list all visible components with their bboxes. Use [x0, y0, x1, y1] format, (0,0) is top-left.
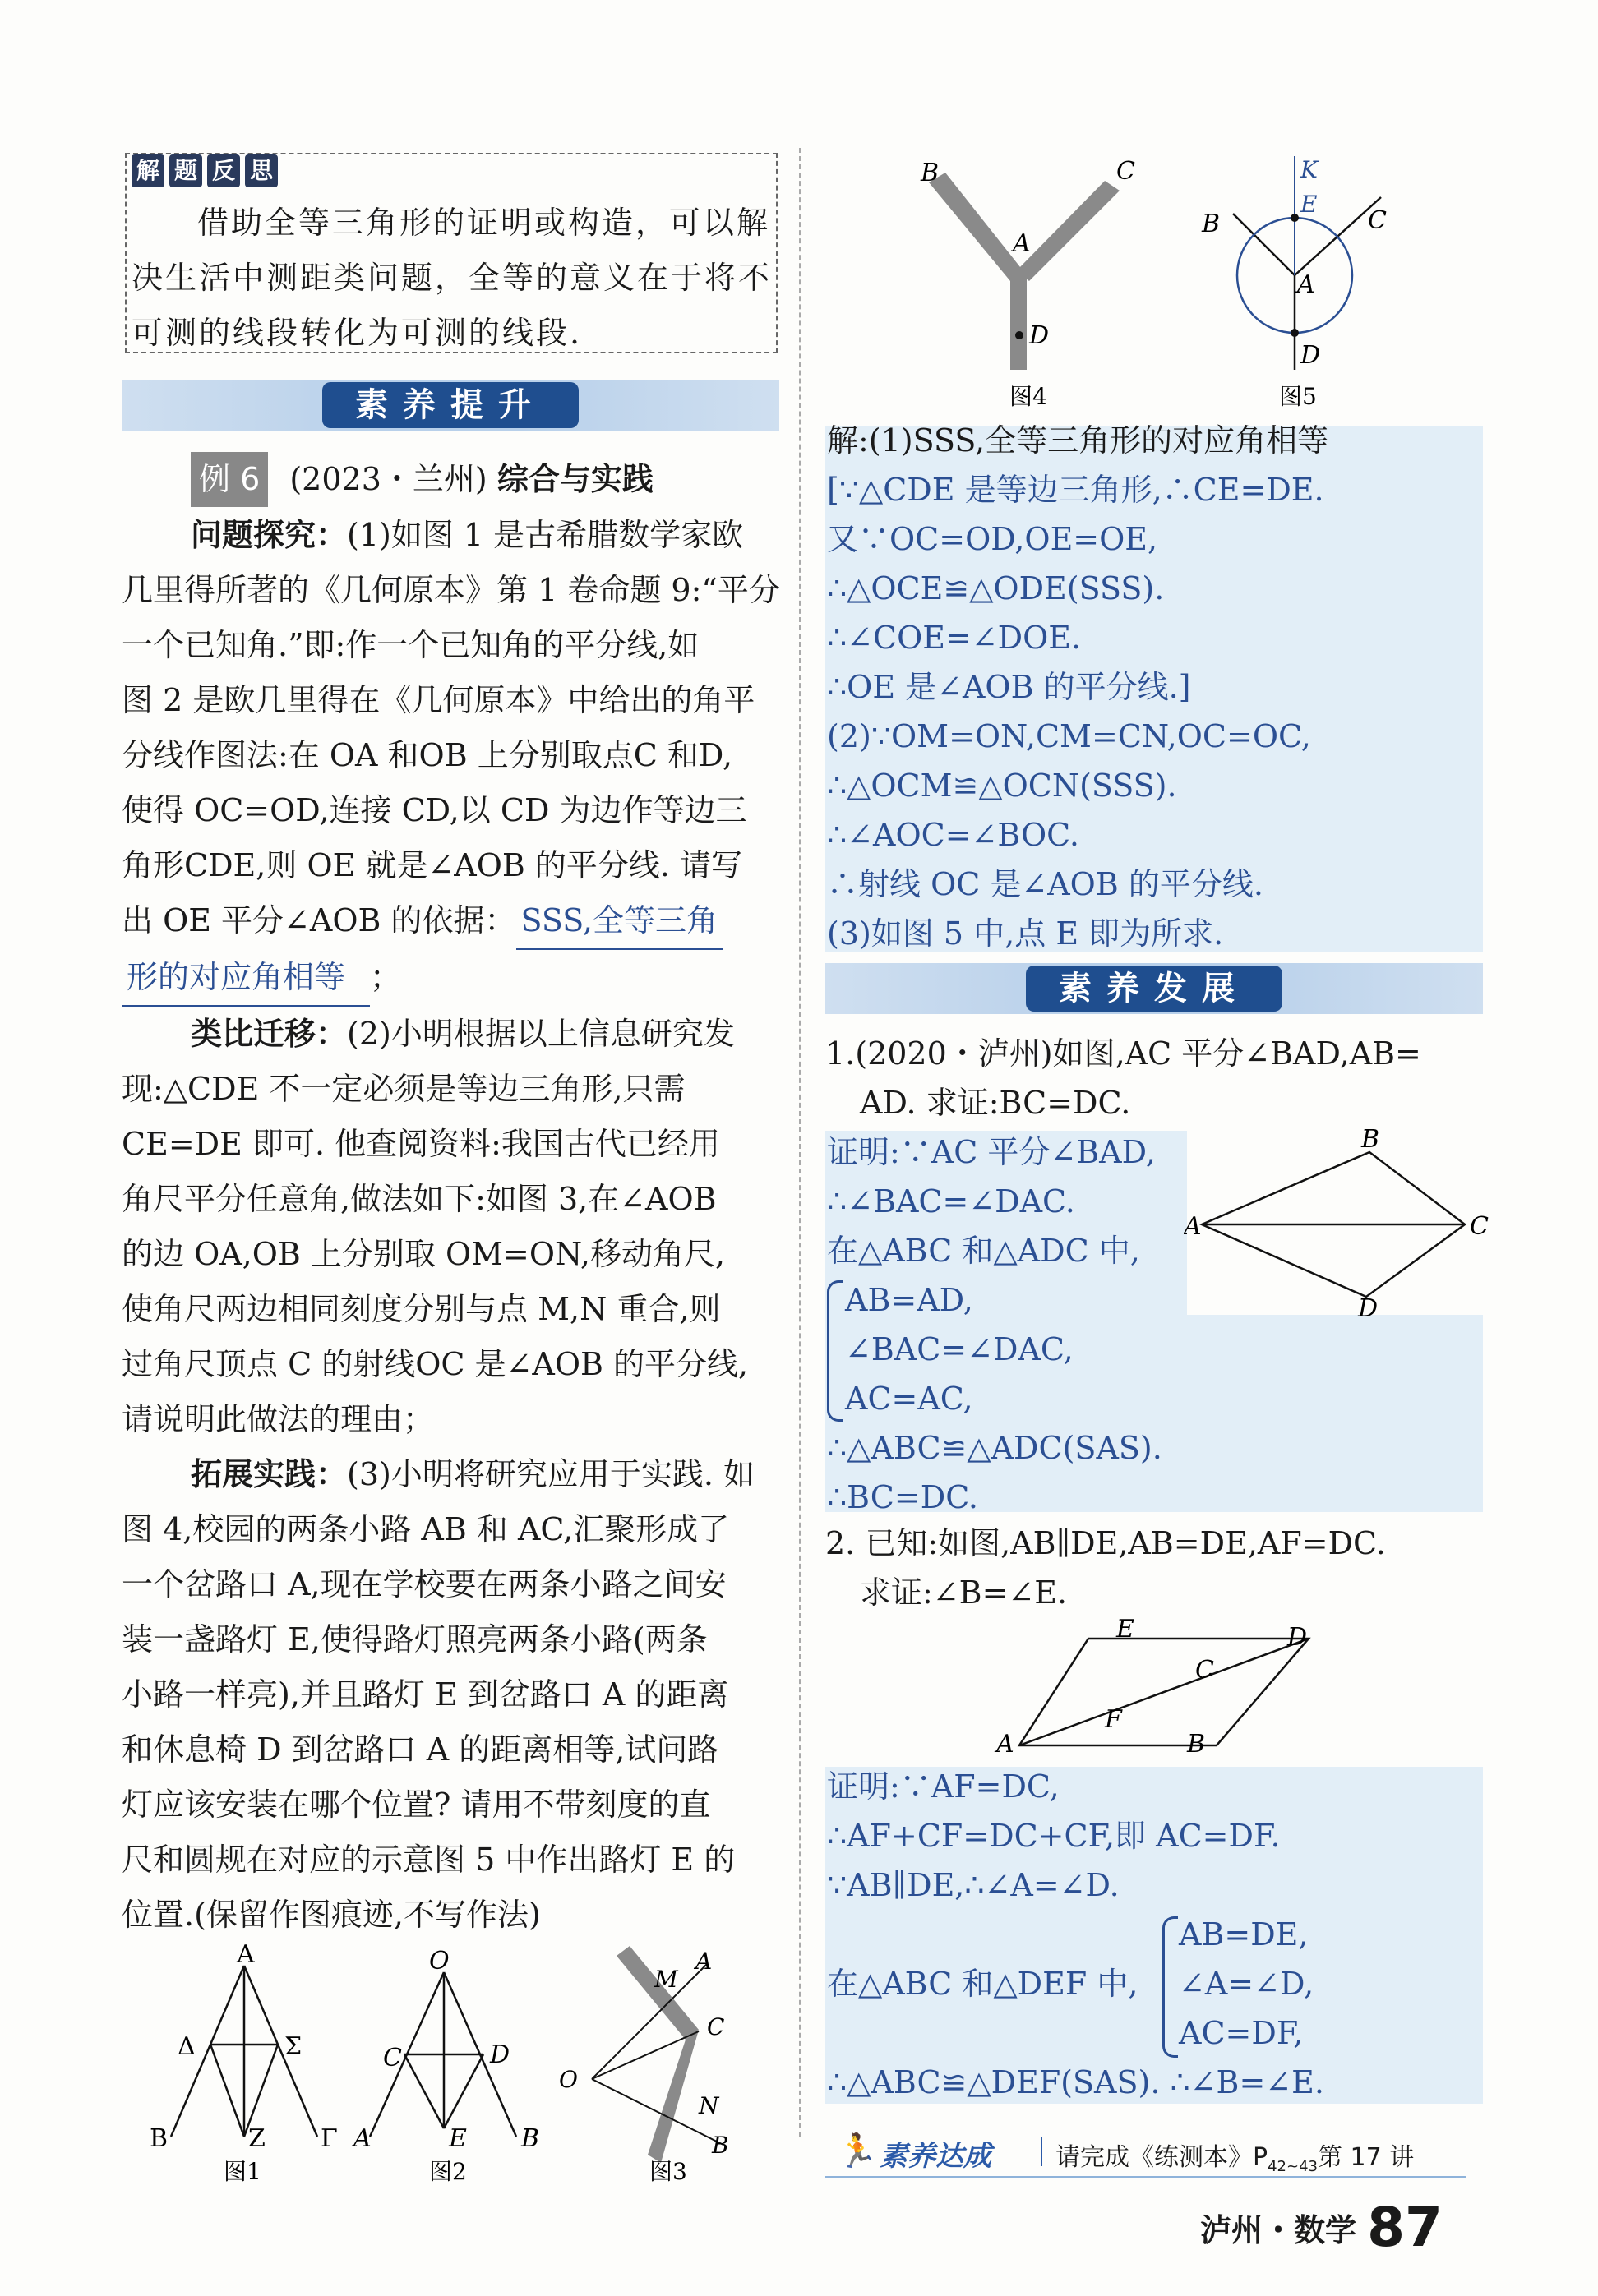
reflection-tags — [132, 154, 283, 187]
solution-line: ∴△OCE≌△ODE(SSS). — [827, 570, 1165, 606]
fig5-label: B — [1202, 210, 1221, 238]
q3-line: 装一盏路灯 E,使得路灯照亮两条小路(两条 — [122, 1621, 708, 1657]
fig5-label: D — [1300, 341, 1321, 370]
q3-line: 小路一样亮),并且路灯 E 到岔路口 A 的距离 — [122, 1676, 729, 1713]
column-divider — [799, 148, 801, 2137]
q3-line: 一个岔路口 A,现在学校要在两条小路之间安 — [122, 1566, 727, 1602]
figure-5 — [1233, 156, 1381, 370]
tag-2: 反 — [207, 154, 240, 187]
figures-1-3 — [132, 1939, 781, 2186]
reflect-line: 决生活中测距类问题，全等的意义在于将不 — [132, 260, 773, 296]
fig5-label: C — [1368, 206, 1387, 235]
footer-pages: 42~43 — [1268, 2158, 1318, 2175]
p1-q-line: 1.(2020・泸州)如图,AC 平分∠BAD,AB= — [825, 1035, 1421, 1072]
p1-proof-line: ∴BC=DC. — [827, 1479, 978, 1515]
footer-badge: 素养达成 — [880, 2140, 991, 2173]
solution-line: 又∵OC=OD,OE=OE, — [827, 521, 1158, 557]
solution-line: [∵△CDE 是等边三角形,∴CE=DE. — [827, 472, 1324, 508]
footer-lecture: 第 17 讲 — [1317, 2143, 1415, 2172]
p1-proof-line: ∴△ABC≌△ADC(SAS). — [827, 1430, 1162, 1466]
fig3-caption: 图3 — [649, 2158, 687, 2185]
p1-system-line: AC=AC, — [845, 1381, 973, 1417]
solution-line: ∴射线 OC 是∠AOB 的平分线. — [827, 866, 1263, 902]
fig1-caption: 图1 — [224, 2158, 261, 2185]
footer-text — [1055, 2137, 1414, 2175]
p2-proof-line: ∵AB∥DE,∴∠A=∠D. — [827, 1867, 1120, 1903]
solution-line: 解:(1)SSS,全等三角形的对应角相等 — [827, 422, 1329, 459]
fig1-label: Σ — [284, 2032, 303, 2061]
fig1-label: B — [150, 2124, 169, 2153]
p2-q-line: 2. 已知:如图,AB∥DE,AB=DE,AF=DC. — [825, 1525, 1386, 1561]
p2-in-triangles: 在△ABC 和△DEF 中, — [827, 1966, 1138, 2002]
p1-fig-label: C — [1470, 1212, 1489, 1241]
fig5-label: K — [1300, 156, 1318, 183]
p1-fig-label: A — [1184, 1212, 1202, 1241]
problem-1-question — [825, 1029, 1421, 1127]
page-number: 87 — [1367, 2196, 1443, 2259]
p2-fig-label: B — [1187, 1730, 1206, 1759]
fig2-label: O — [429, 1947, 450, 1976]
solution-line: ∴OE 是∠AOB 的平分线.] — [827, 669, 1191, 705]
example-header — [191, 452, 654, 507]
footer-sep — [1041, 2137, 1042, 2166]
p2-proof-line: ∴△ABC≌△DEF(SAS). ∴∠B=∠E. — [827, 2064, 1324, 2100]
solution-line: (3)如图 5 中,点 E 即为所求. — [827, 915, 1224, 952]
p2-fig-label: C — [1195, 1656, 1214, 1685]
problem-2-figure — [986, 1611, 1332, 1759]
p2-fig-label: D — [1287, 1623, 1308, 1652]
banner-title: 素养发展 — [1026, 966, 1282, 1012]
q1-end: ； — [370, 959, 402, 995]
brace — [827, 1280, 843, 1422]
reflect-line: 可测的线段转化为可测的线段. — [132, 315, 583, 351]
q2-line: 角尺平分任意角,做法如下:如图 3,在∠AOB — [122, 1181, 717, 1217]
q3-label: 拓展实践： — [191, 1456, 348, 1492]
p1-proof-line: ∴∠BAC=∠DAC. — [827, 1183, 1075, 1219]
fig3-label: B — [712, 2132, 729, 2159]
q3-line: 位置.(保留作图痕迹,不写作法) — [122, 1897, 541, 1933]
section-banner-improve — [122, 380, 779, 431]
fig5-label: A — [1297, 270, 1315, 299]
fig4-label: B — [921, 159, 940, 187]
tag-0: 解 — [132, 154, 164, 187]
problem-1-proof — [827, 1127, 1162, 1522]
p2-fig-label: A — [996, 1730, 1014, 1759]
brace — [1162, 1916, 1178, 2058]
q1-line: 几里得所著的《几何原本》第 1 卷命题 9:“平分 — [122, 572, 780, 608]
fig2-label: C — [383, 2044, 402, 2072]
q3-line: (3)小明将研究应用于实践. 如 — [347, 1456, 755, 1492]
q3-line: 图 4,校园的两条小路 AB 和 AC,汇聚形成了 — [122, 1511, 730, 1547]
p2-system-line: ∠A=∠D, — [1179, 1966, 1314, 2002]
fig1-label: A — [237, 1940, 255, 1969]
fig4-label: C — [1116, 157, 1135, 186]
p2-q-line: 求证:∠B=∠E. — [860, 1574, 1068, 1611]
q2-label: 类比迁移： — [191, 1016, 348, 1052]
example-tag: 例 6 — [191, 452, 268, 507]
solution-line: ∴∠COE=∠DOE. — [827, 620, 1082, 656]
page-label: 泸州・数学 — [1200, 2212, 1357, 2248]
solution-line: ∴△OCM≌△OCN(SSS). — [827, 768, 1177, 804]
q1-line: 角形CDE,则 OE 就是∠AOB 的平分线. 请写 — [122, 847, 743, 883]
fig3-label: A — [695, 1948, 713, 1975]
p2-system-line: AB=DE, — [1179, 1916, 1309, 1953]
problem-2-question — [825, 1519, 1386, 1617]
fig1-label: Γ — [321, 2124, 338, 2153]
p1-proof-line: 证明:∵AC 平分∠BAD, — [827, 1134, 1156, 1170]
q1-line: (1)如图 1 是古希腊数学家欧 — [347, 517, 744, 553]
q1-line: 使得 OC=OD,连接 CD,以 CD 为边作等边三 — [122, 792, 747, 828]
example-title: 综合与实践 — [496, 461, 654, 497]
p2-fig-label: F — [1105, 1705, 1122, 1734]
footer-bar — [825, 2130, 1466, 2178]
p1-proof-line: 在△ABC 和△ADC 中, — [827, 1233, 1140, 1269]
fig2-caption: 图2 — [429, 2158, 467, 2185]
q2-line: (2)小明根据以上信息研究发 — [347, 1016, 735, 1052]
problem-2-proof — [827, 1762, 1324, 2107]
q2-line: 请说明此做法的理由； — [122, 1401, 435, 1437]
p2-proof-line: 证明:∵AF=DC, — [827, 1768, 1060, 1805]
q2-line: 使角尺两边相同刻度分别与点 M,N 重合,则 — [122, 1291, 721, 1327]
p1-fig-label: B — [1361, 1127, 1380, 1154]
fig3-label: M — [654, 1966, 678, 1993]
p2-fig-label: E — [1116, 1615, 1134, 1644]
tag-3: 思 — [245, 154, 278, 187]
fig5-caption: 图5 — [1279, 383, 1317, 410]
fig2-label: B — [521, 2124, 540, 2153]
solution-text — [827, 416, 1328, 958]
fig1-label: Δ — [178, 2032, 196, 2061]
q2-line: 现:△CDE 不一定必须是等边三角形,只需 — [122, 1071, 686, 1107]
fig2-label: E — [449, 2124, 467, 2153]
page-footer — [1200, 2196, 1443, 2259]
example-source: (2023・兰州) — [289, 461, 487, 497]
fig4-caption: 图4 — [1009, 383, 1047, 410]
q3-line: 灯应该安装在哪个位置? 请用不带刻度的直 — [122, 1787, 711, 1823]
section-banner-develop — [825, 963, 1483, 1014]
figures-4-5 — [822, 148, 1496, 419]
tag-1: 题 — [169, 154, 202, 187]
fig5-label: E — [1300, 191, 1318, 218]
reflect-line: 借助全等三角形的证明或构造，可以解 — [197, 205, 771, 241]
q1-line: 分线作图法:在 OA 和OB 上分别取点C 和D, — [122, 737, 733, 773]
fig2-label: D — [490, 2040, 510, 2069]
p1-q-line: AD. 求证:BC=DC. — [860, 1085, 1131, 1121]
figure-4 — [929, 173, 1120, 370]
q2-line: 的边 OA,OB 上分别取 OM=ON,移动角尺, — [122, 1236, 726, 1272]
runner-icon: 🏃 — [837, 2132, 878, 2170]
fig1-label: Z — [248, 2124, 266, 2153]
p1-fig-label: D — [1358, 1294, 1379, 1316]
problem-1-figure — [1184, 1127, 1496, 1316]
p1-system-line: ∠BAC=∠DAC, — [845, 1331, 1074, 1367]
fig4-label: A — [1013, 229, 1031, 258]
q1-answer-b: 形的对应角相等 — [122, 950, 370, 1007]
q1-line: 一个已知角.”即:作一个已知角的平分线,如 — [122, 627, 700, 663]
fig2-label: A — [353, 2124, 372, 2153]
q1-answer-a: SSS,全等三角 — [516, 893, 723, 950]
p1-system-line: AB=AD, — [845, 1282, 973, 1318]
q3-line: 和休息椅 D 到岔路口 A 的距离相等,试问路 — [122, 1731, 719, 1768]
q1-label: 问题探究： — [191, 517, 348, 553]
q2-line: 过角尺顶点 C 的射线OC 是∠AOB 的平分线, — [122, 1346, 749, 1382]
example-body — [122, 508, 779, 1943]
q3-line: 尺和圆规在对应的示意图 5 中作出路灯 E 的 — [122, 1842, 736, 1878]
reflection-text — [132, 196, 772, 361]
banner-title: 素养提升 — [322, 382, 579, 428]
fig3-label: O — [559, 2066, 578, 2093]
q1-line: 图 2 是欧几里得在《几何原本》中给出的角平 — [122, 682, 755, 718]
fig3-label: N — [699, 2092, 719, 2119]
q1-tail: 出 OE 平分∠AOB 的依据： — [122, 902, 516, 938]
solution-line: ∴∠AOC=∠BOC. — [827, 817, 1079, 853]
p2-system-line: AC=DF, — [1179, 2015, 1304, 2051]
fig3-label: C — [707, 2013, 725, 2040]
p2-proof-line: ∴AF+CF=DC+CF,即 AC=DF. — [827, 1818, 1281, 1854]
q2-line: CE=DE 即可. 他查阅资料:我国古代已经用 — [122, 1126, 720, 1162]
fig4-label: D — [1029, 321, 1050, 350]
footer-text-main: 请完成《练测本》P — [1055, 2143, 1268, 2172]
solution-line: (2)∵OM=ON,CM=CN,OC=OC, — [827, 718, 1311, 754]
